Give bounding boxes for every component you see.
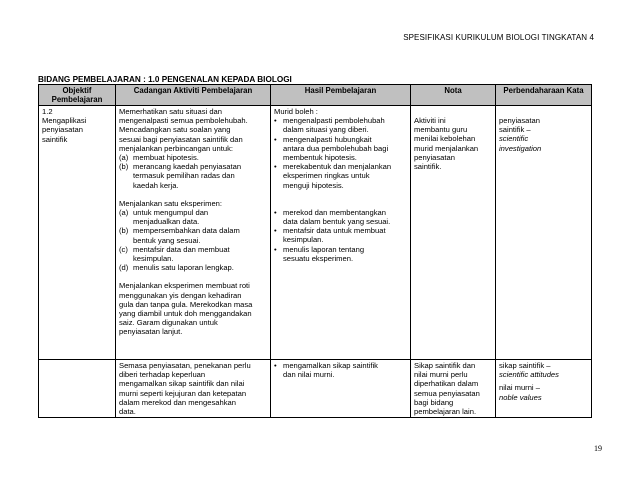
activity-line: saiz. Garam digunakan untuk [119, 318, 218, 328]
list-item [119, 263, 267, 272]
list-text: kesimpulan. [283, 235, 324, 245]
list-marker: (a) [119, 153, 129, 163]
outcome-list [274, 361, 407, 379]
list-item [119, 162, 267, 190]
note-line: semua penyiasatan [414, 388, 480, 398]
list-text: kesimpulan. [133, 254, 174, 264]
table-header-row [39, 85, 592, 106]
activity-line: dalam merekod dan mengesahkan [119, 397, 236, 407]
list-item [119, 208, 267, 226]
activity-line: mengamalkan sikap saintifik dan nilai [119, 379, 245, 389]
list-text: mengenalpasti hubungkait [283, 134, 372, 144]
activity-line: penyiasatan lanjut. [119, 327, 183, 337]
activity-line: Semasa penyiasatan, penekanan perlu [119, 361, 251, 370]
bullet-icon: • [274, 244, 277, 254]
note-cell [411, 106, 496, 360]
note-line: pembelajaran lain. [414, 407, 477, 417]
outcome-list [274, 116, 407, 190]
section-title: BIDANG PEMBELAJARAN : 1.0 PENGENALAN KEPADA BIOLOGI [38, 75, 292, 84]
list-text: antara dua pembolehubah bagi [283, 143, 389, 153]
list-text: termasuk pemilihan radas dan [133, 171, 235, 181]
activity-line: diberi terhadap keperluan [119, 370, 206, 380]
list-item [274, 226, 407, 244]
list-item [274, 361, 407, 379]
activity-line: murni seperti kejujuran dan ketepatan [119, 388, 247, 398]
activity-line: Mencadangkan satu soalan yang [119, 125, 231, 135]
objective-cell [39, 106, 116, 360]
list-marker: (d) [119, 263, 129, 273]
note-line: saintifik. [414, 162, 442, 172]
activity-list [119, 208, 267, 272]
list-text: mempersembahkan data dalam [133, 226, 240, 236]
list-text: eksperimen ringkas untuk [283, 171, 370, 181]
activity-line: mengenalpasti semua pembolehubah. [119, 116, 248, 126]
note-line: membantu guru [414, 125, 468, 135]
objective-line: saintifik [42, 134, 68, 144]
list-item [274, 116, 407, 134]
list-text: data dalam bentuk yang sesuai. [283, 217, 391, 227]
bullet-icon: • [274, 162, 277, 172]
objective-line: Mengaplikasi [42, 116, 87, 126]
objective-line: penyiasatan [42, 125, 83, 135]
activity-line: menggunakan yis dengan kehadiran [119, 290, 242, 300]
table-row [39, 360, 592, 418]
activity-list [119, 153, 267, 190]
objective-line: 1.2 [42, 107, 53, 116]
page-header: SPESIFIKASI KURIKULUM BIOLOGI TINGKATAN 4 [403, 33, 594, 42]
vocab-term-english: noble values [499, 392, 542, 402]
list-item [119, 153, 267, 162]
list-item [119, 245, 267, 263]
list-text: merekabentuk dan menjalankan [283, 162, 392, 172]
vocab-line: penyiasatan [499, 116, 540, 125]
list-marker: (a) [119, 208, 129, 218]
list-text: mengamalkan sikap saintifik [283, 361, 378, 370]
bullet-icon: • [274, 116, 277, 126]
outcome-list [274, 208, 407, 263]
objective-cell [39, 360, 116, 418]
list-text: bentuk yang sesuai. [133, 235, 201, 245]
activity-cell [116, 360, 271, 418]
outcome-cell [271, 360, 411, 418]
activity-line: Memerhatikan satu situasi dan [119, 107, 222, 116]
activity-line: menjalankan perbincangan untuk: [119, 143, 233, 153]
vocab-line: saintifik – [499, 125, 531, 135]
activity-line: gula dan tanpa gula. Merekodkan masa [119, 299, 253, 309]
bullet-icon: • [274, 226, 277, 236]
list-text: mentafsir data untuk membuat [283, 226, 386, 236]
column-header: Objektif Pembelajaran [39, 85, 116, 106]
bullet-icon: • [274, 361, 277, 370]
note-line: Aktiviti ini [414, 116, 446, 125]
list-marker: (b) [119, 226, 129, 236]
vocab-term-english: scientific [499, 134, 529, 144]
activity-line: sesuai bagi penyiasatan saintifik dan [119, 134, 243, 144]
page-number: 19 [594, 444, 602, 453]
list-text: merancang kaedah penyiasatan [133, 162, 242, 172]
activity-cell [116, 106, 271, 360]
activity-line: Menjalankan satu eksperimen: [119, 198, 222, 208]
note-line: bagi bidang [414, 397, 454, 407]
list-marker: (b) [119, 162, 129, 172]
list-text: menjadualkan data. [133, 217, 200, 227]
vocab-term-english: investigation [499, 143, 542, 153]
bullet-icon: • [274, 134, 277, 144]
column-header: Hasil Pembelajaran [271, 85, 411, 106]
list-text: menulis satu laporan lengkap. [133, 263, 234, 273]
list-item [274, 245, 407, 263]
vocab-term-english: scientific attitudes [499, 370, 559, 380]
note-line: murid menjalankan [414, 143, 479, 153]
outcome-intro: Murid boleh : [274, 107, 318, 116]
list-item [119, 226, 267, 244]
list-text: sesuatu eksperimen. [283, 253, 354, 263]
list-text: merekod dan membentangkan [283, 207, 387, 217]
activity-line: data. [119, 407, 136, 417]
bullet-icon: • [274, 207, 277, 217]
activity-line: yang diambil untuk doh menggandakan [119, 309, 252, 319]
column-header: Cadangan Aktiviti Pembelajaran [116, 85, 271, 106]
list-text: membentuk hipotesis. [283, 153, 357, 163]
outcome-cell [271, 106, 411, 360]
column-header: Perbendaharaan Kata [496, 85, 592, 106]
vocab-line: sikap saintifik – [499, 361, 551, 370]
list-text: dalam situasi yang diberi. [283, 125, 369, 135]
list-text: untuk mengumpul dan [133, 208, 209, 218]
list-item [274, 135, 407, 163]
note-line: penyiasatan [414, 152, 455, 162]
note-cell [411, 360, 496, 418]
list-text: menguji hipotesis. [283, 180, 344, 190]
note-line: menilai kebolehan [414, 134, 476, 144]
vocab-cell [496, 360, 592, 418]
list-text: membuat hipotesis. [133, 153, 199, 163]
list-marker: (c) [119, 244, 128, 254]
list-text: mentafsir data dan membuat [133, 244, 230, 254]
activity-line: Menjalankan eksperimen membuat roti [119, 281, 250, 291]
list-text: kaedah kerja. [133, 180, 179, 190]
note-line: diperhatikan dalam [414, 379, 479, 389]
list-text: menulis laporan tentang [283, 244, 365, 254]
vocab-line: nilai murni – [499, 383, 540, 393]
curriculum-table [38, 84, 592, 418]
column-header: Nota [411, 85, 496, 106]
list-item [274, 208, 407, 226]
note-line: Sikap saintifik dan [414, 361, 476, 370]
note-line: nilai murni perlu [414, 370, 468, 380]
list-text: dan nilai murni. [283, 370, 335, 380]
list-item [274, 162, 407, 190]
list-text: mengenalpasti pembolehubah [283, 116, 385, 126]
table-row [39, 106, 592, 360]
vocab-cell [496, 106, 592, 360]
